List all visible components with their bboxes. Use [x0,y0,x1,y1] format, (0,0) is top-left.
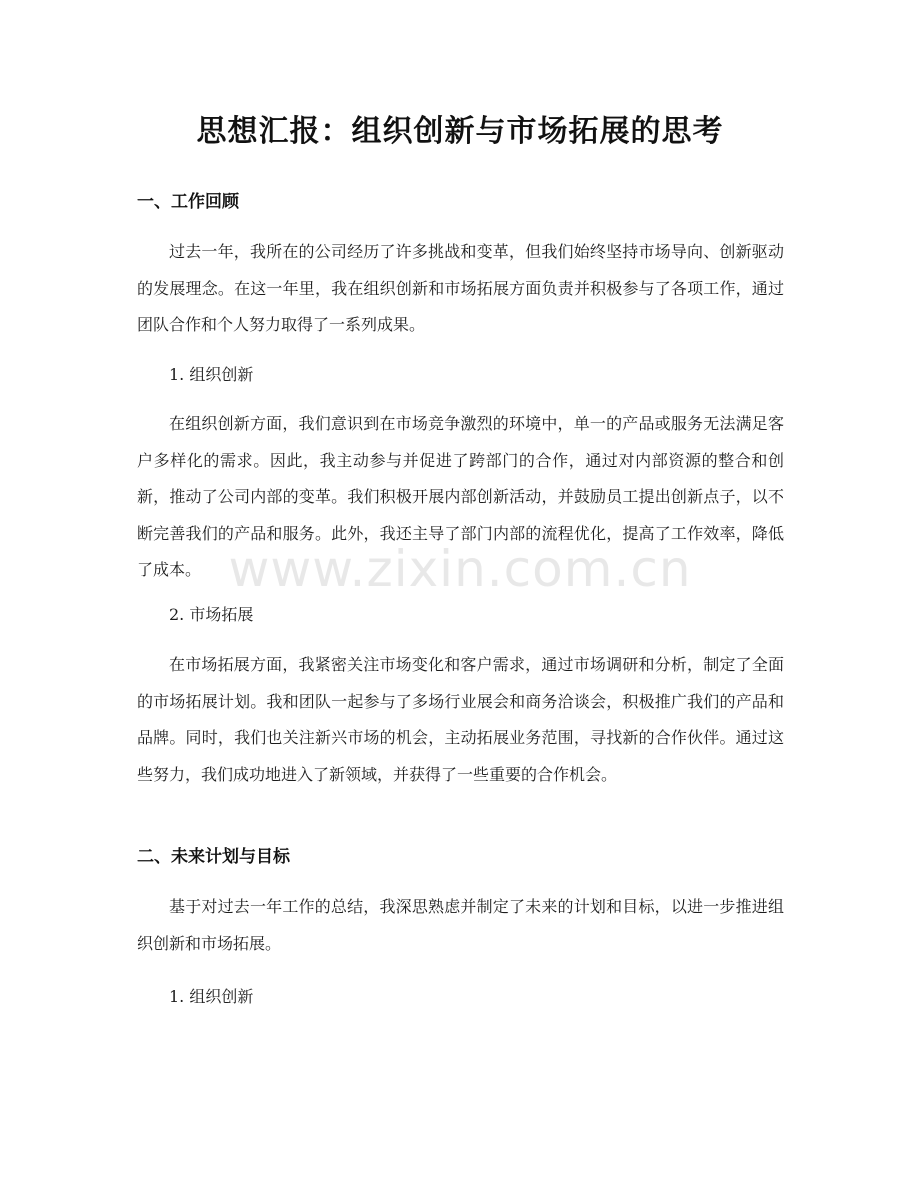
paragraph-market-expansion: 在市场拓展方面，我紧密关注市场变化和客户需求，通过市场调研和分析，制定了全面的市场拓展计划。我和团队一起参与了多场行业展会和商务洽谈会，积极推广我们的产品和品牌。同时，我们也关注新兴市场的机会，主动拓展业务范围，寻找新的合作伙伴。通过这些努力，我们成功地进入了新领域，并获得了一些重要的合作机会。 [137,655,784,784]
paragraph-org-innovation: 在组织创新方面，我们意识到在市场竞争激烈的环境中，单一的产品或服务无法满足客户多样化的需求。因此，我主动参与并促进了跨部门的合作，通过对内部资源的整合和创新，推动了公司内部的变革。我们积极开展内部创新活动，并鼓励员工提出创新点子，以不断完善我们的产品和服务。此外，我还主导了部门内部的流程优化，提高了工作效率，降低了成本。 [137,414,784,579]
section-heading-work-review: 一、工作回顾 [137,192,239,212]
section-heading-future-plans: 二、未来计划与目标 [137,847,290,867]
subheading-org-innovation: 1. 组织创新 [169,365,254,384]
paragraph-work-review-intro: 过去一年，我所在的公司经历了许多挑战和变革，但我们始终坚持市场导向、创新驱动的发展理念。在这一年里，我在组织创新和市场拓展方面负责并积极参与了各项工作，通过团队合作和个人努力取得了一系列成果。 [137,242,784,334]
document-title: 思想汇报：组织创新与市场拓展的思考 [196,114,724,149]
watermark: www.zixin.com.cn [228,540,692,598]
paragraph-future-plans-intro: 基于对过去一年工作的总结，我深思熟虑并制定了未来的计划和目标，以进一步推进组织创新和市场拓展。 [137,897,784,953]
subheading-future-org-innovation: 1. 组织创新 [169,987,254,1006]
subheading-market-expansion: 2. 市场拓展 [169,605,254,624]
